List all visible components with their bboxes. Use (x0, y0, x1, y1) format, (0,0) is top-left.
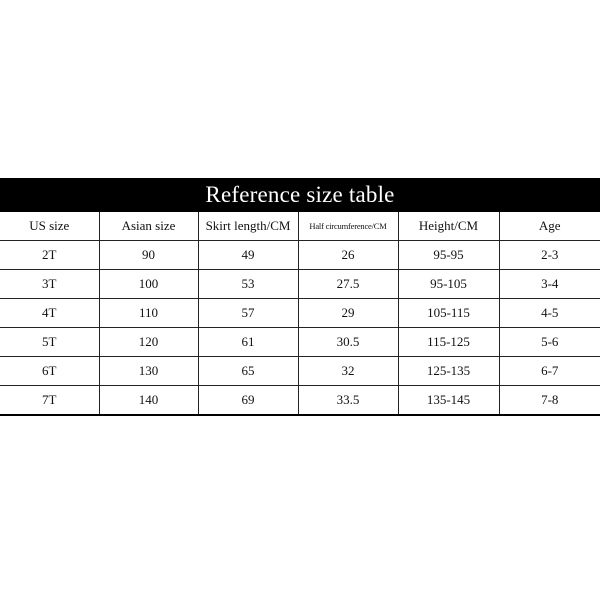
cell-height: 105-115 (398, 299, 499, 328)
cell-half-circumference: 26 (298, 241, 398, 270)
table-title: Reference size table (0, 178, 600, 212)
cell-height: 125-135 (398, 357, 499, 386)
cell-skirt-length: 65 (198, 357, 298, 386)
cell-height: 135-145 (398, 386, 499, 416)
cell-age: 5-6 (499, 328, 600, 357)
cell-skirt-length: 53 (198, 270, 298, 299)
cell-us-size: 7T (42, 392, 57, 407)
table-row (0, 386, 600, 416)
table-row (0, 270, 600, 299)
size-reference-table (0, 178, 600, 416)
cell-asian-size: 100 (99, 270, 198, 299)
header-asian-size: Asian size (99, 212, 198, 241)
cell-age: 4-5 (499, 299, 600, 328)
cell-asian-size: 90 (99, 241, 198, 270)
cell-height: 115-125 (398, 328, 499, 357)
cell-asian-size: 110 (99, 299, 198, 328)
header-skirt-length: Skirt length/CM (198, 212, 298, 241)
cell-us-size: 2T (0, 241, 99, 270)
cell-height: 95-105 (398, 270, 499, 299)
header-half-circumference: Half circumference/CM (298, 212, 398, 241)
cell-us-size: 3T (0, 270, 99, 299)
table-row (0, 357, 600, 386)
cell-asian-size: 120 (99, 328, 198, 357)
header-row (0, 212, 600, 241)
cell-skirt-length: 69 (198, 386, 298, 416)
cell-us-size: 4T (0, 299, 99, 328)
cell-skirt-length: 49 (198, 241, 298, 270)
cell-half-circumference: 27.5 (298, 270, 398, 299)
header-age: Age (499, 212, 600, 241)
cell-asian-size: 130 (99, 357, 198, 386)
table-header (0, 212, 600, 241)
table-row (0, 299, 600, 328)
cell-age: 2-3 (499, 241, 600, 270)
header-height: Height/CM (398, 212, 499, 241)
size-table-grid (0, 212, 600, 416)
header-us-size: US size (0, 212, 99, 241)
cell-skirt-length: 57 (198, 299, 298, 328)
cell-us-size: 6T (0, 357, 99, 386)
cell-us-size: 5T (0, 328, 99, 357)
cell-half-circumference: 32 (298, 357, 398, 386)
cell-height: 95-95 (398, 241, 499, 270)
table-row (0, 241, 600, 270)
cell-skirt-length: 61 (198, 328, 298, 357)
cell-half-circumference: 30.5 (298, 328, 398, 357)
cell-asian-size: 140 (99, 386, 198, 416)
table-body (0, 241, 600, 416)
cell-half-circumference: 33.5 (298, 386, 398, 416)
table-row (0, 328, 600, 357)
cell-age: 3-4 (499, 270, 600, 299)
cell-age: 6-7 (499, 357, 600, 386)
cell-age: 7-8 (499, 386, 600, 416)
cell-half-circumference: 29 (298, 299, 398, 328)
